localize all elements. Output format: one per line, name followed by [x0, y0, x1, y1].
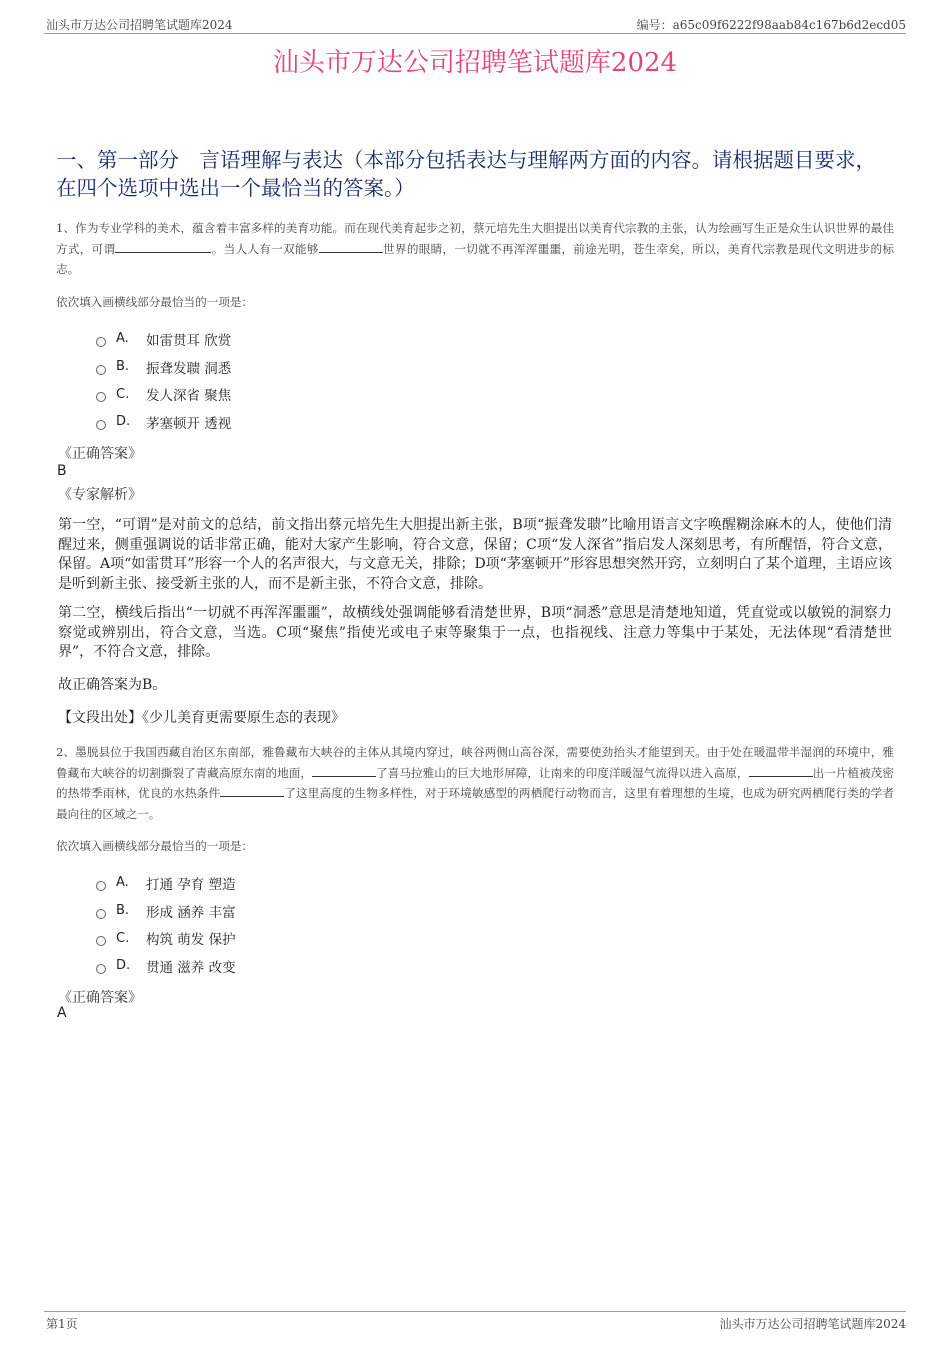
question-2-instruction: 依次填入画横线部分最恰当的一项是：	[56, 839, 254, 853]
question-1-text-part: 1、作为专业学科的美术，蕴含着丰富多样的美育功能。而在现代美育起步之初，蔡元培先生大胆提出以美育代宗教的主张，认为绘画写生正是众生认识世界的最佳方式，可谓	[56, 221, 894, 256]
option-d[interactable]	[96, 952, 236, 980]
question-2-text-part: 了这里高度的生物多样性，对于环境敏感型的两栖爬行动物而言，这里有着理想的生境，也成为研究两栖爬行类的学者最向往的区域之一。	[56, 786, 894, 821]
option-c[interactable]	[96, 924, 236, 952]
question-2-text	[56, 742, 894, 824]
option-letter: C.	[116, 386, 130, 402]
radio-icon[interactable]	[96, 909, 106, 919]
analysis-paragraph: 第二空，横线后指出“一切就不再浑浑噩噩”，故横线处强调能够看清楚世界，B项“洞悉”意思是清楚地知道，凭直觉或以敏锐的洞察力察觉或辨别出，符合文意，当选。C项“聚焦”指使光或电子束等聚集于一点，也指视线、注意力等集中于某处，无法体现“看清楚世界”，不符合文意，排除。	[58, 605, 892, 660]
option-text: 茅塞顿开 透视	[146, 415, 232, 432]
option-b[interactable]	[96, 353, 231, 381]
page-title: 汕头市万达公司招聘笔试题库2024	[272, 48, 678, 78]
question-2-text-part: 2、墨脱县位于我国西藏自治区东南部，雅鲁藏布大峡谷的主体从其境内穿过，峡谷两侧山高谷深，需要使劲抬头才能望到天。由于处在暖温带半湿润的环境中，雅鲁藏布大峡谷的切割撕裂了青藏高原东南的地面，	[56, 745, 894, 780]
answer-label: 《正确答案》	[58, 990, 142, 1006]
radio-icon[interactable]	[96, 337, 106, 347]
option-b[interactable]	[96, 897, 236, 925]
analysis-conclusion: 故正确答案为B。	[58, 677, 167, 693]
analysis-label: 《专家解析》	[58, 487, 142, 503]
header-doc-id: 编号：a65c09f6222f98aab84c167b6d2ecd05	[636, 18, 906, 32]
radio-icon[interactable]	[96, 392, 106, 402]
question-2-options	[96, 869, 236, 980]
radio-icon[interactable]	[96, 964, 106, 974]
option-letter: B.	[116, 359, 130, 375]
answer-blank	[220, 786, 284, 797]
answer-value: A	[57, 1005, 67, 1021]
option-text: 发人深省 聚焦	[146, 388, 232, 405]
answer-label: 《正确答案》	[58, 446, 142, 462]
answer-blank	[749, 766, 813, 777]
option-text: 打通 孕育 塑造	[146, 876, 236, 893]
option-d[interactable]	[96, 408, 231, 436]
footer-divider	[44, 1311, 906, 1312]
option-a[interactable]	[96, 325, 231, 353]
option-letter: D.	[116, 414, 131, 430]
option-letter: C.	[116, 930, 130, 946]
answer-value: B	[57, 463, 67, 479]
option-text: 形成 涵养 丰富	[146, 904, 236, 921]
question-2-text-part: 出一片植被茂密的热带季雨林，优良的水热条件	[56, 765, 894, 800]
option-letter: A.	[116, 875, 129, 891]
source-citation: 【文段出处】《少儿美育更需要原生态的表现》	[58, 710, 345, 726]
option-c[interactable]	[96, 380, 231, 408]
question-2-text-part: 了喜马拉雅山的巨大地形屏障，让南来的印度洋暖湿气流得以进入高原，	[376, 765, 749, 780]
option-text: 构筑 萌发 保护	[146, 932, 236, 949]
radio-icon[interactable]	[96, 881, 106, 891]
analysis-paragraph: 第一空，“可谓”是对前文的总结，前文指出蔡元培先生大胆提出新主张，B项“振聋发聩”比喻用语言文字唤醒糊涂麻木的人，使他们清醒过来，侧重强调说的话非常正确，能对大家产生影响，符合文意，保留；C项“发人深省”指启发人深刻思考，有所醒悟，符合文意，保留。A项“如雷贯耳”形容一个人的名声很大，与文意无关，排除；D项“茅塞顿开”形容思想突然开窍，立刻明白了某个道理，主语应该是听到新主张、接受新主张的人，而不是新主张，不符合文意，排除。	[58, 517, 892, 592]
section-heading: 一、第一部分 言语理解与表达（本部分包括表达与理解两方面的内容。请根据题目要求，在四个选项中选出一个最恰当的答案。）	[56, 148, 876, 200]
answer-blank	[312, 766, 376, 777]
header-divider	[44, 33, 906, 34]
option-letter: A.	[116, 331, 129, 347]
question-1-text	[56, 218, 894, 280]
radio-icon[interactable]	[96, 936, 106, 946]
question-1-text-part: 。当人人有一双能够	[211, 241, 319, 256]
option-letter: D.	[116, 958, 131, 974]
header-doc-title: 汕头市万达公司招聘笔试题库2024	[46, 18, 233, 32]
question-1-text-part: 世界的眼睛，一切就不再浑浑噩噩，前途光明，苍生幸矣，所以，美育代宗教是现代文明进步的标志。	[56, 241, 894, 276]
option-letter: B.	[116, 903, 130, 919]
option-text: 振聋发聩 洞悉	[146, 360, 232, 377]
option-text: 贯通 滋养 改变	[146, 959, 236, 976]
answer-blank	[115, 242, 211, 253]
option-text: 如雷贯耳 欣赏	[146, 332, 232, 349]
radio-icon[interactable]	[96, 420, 106, 430]
option-a[interactable]	[96, 869, 236, 897]
answer-blank	[319, 242, 383, 253]
radio-icon[interactable]	[96, 365, 106, 375]
page-number: 第1页	[46, 1317, 78, 1331]
question-1-instruction: 依次填入画横线部分最恰当的一项是：	[56, 295, 254, 309]
footer-doc-title: 汕头市万达公司招聘笔试题库2024	[719, 1317, 906, 1331]
question-1-options	[96, 325, 231, 436]
